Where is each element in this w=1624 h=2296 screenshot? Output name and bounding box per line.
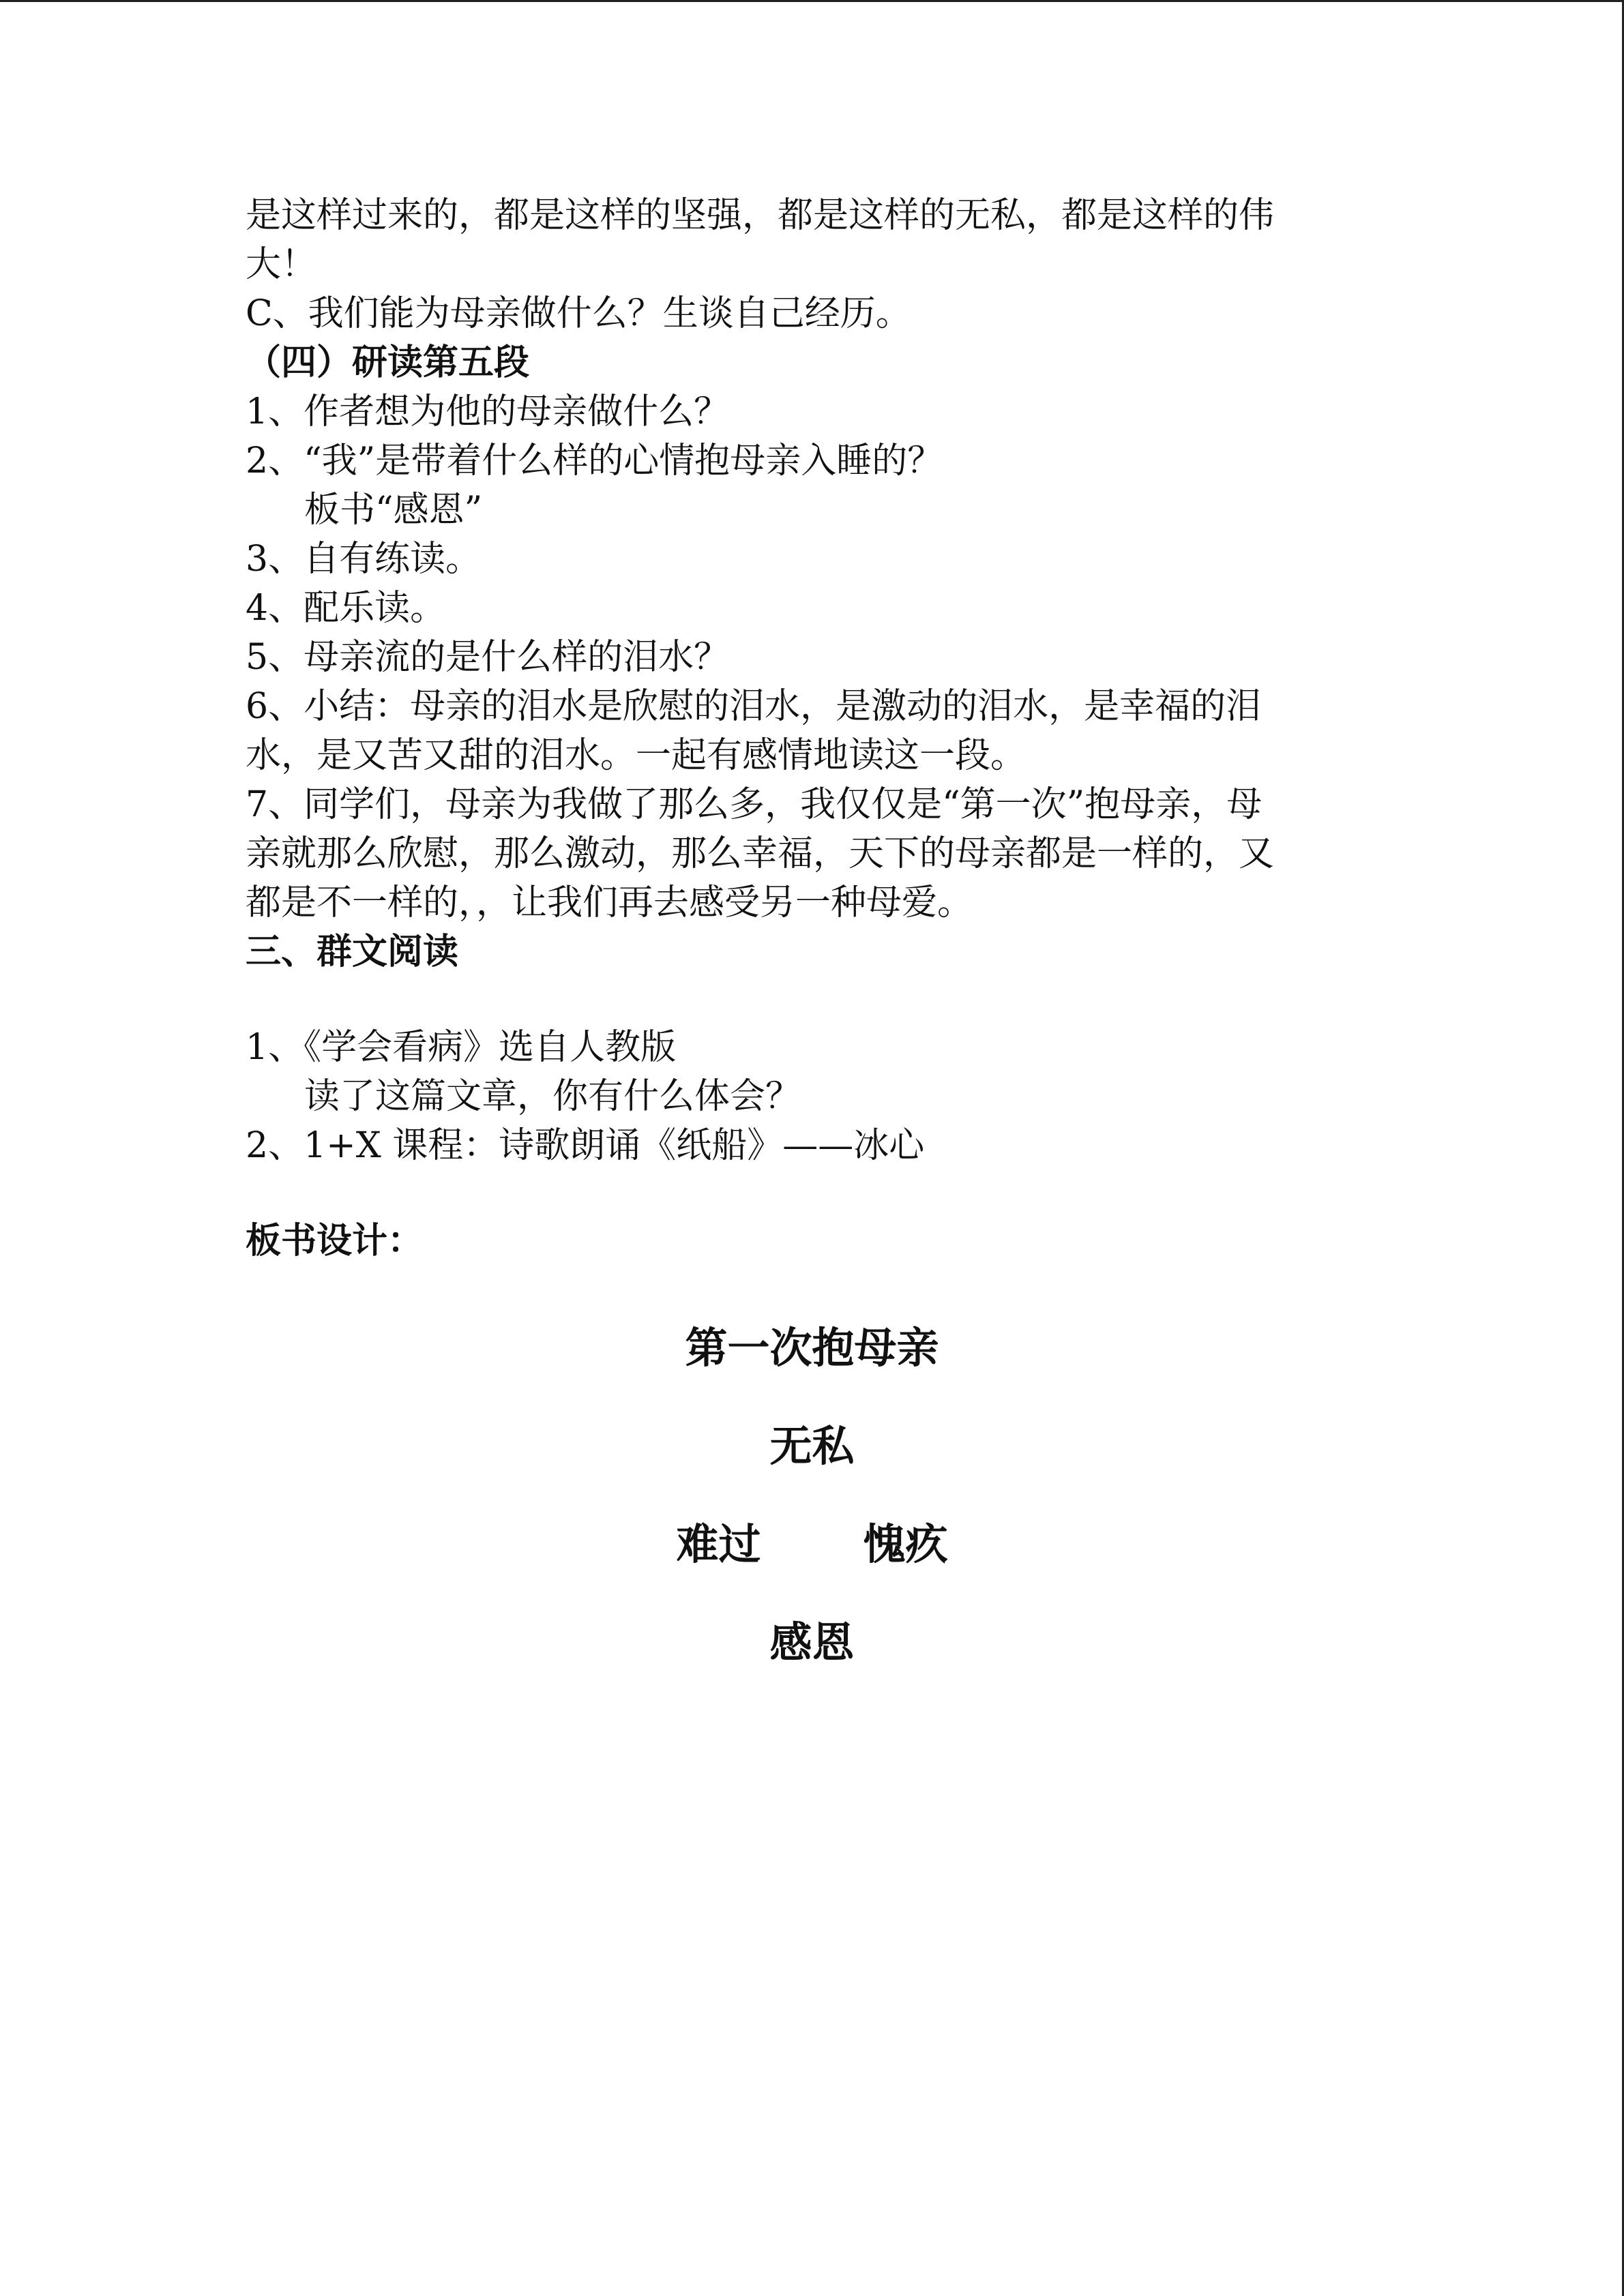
text-line: C、我们能为母亲做什么？生谈自己经历。 [246, 293, 911, 334]
text-line: 读了这篇文章，你有什么体会？ [304, 1076, 801, 1117]
blackboard-design [0, 1299, 1624, 1692]
text-line: 1、《学会看病》选自人教版 [246, 1027, 677, 1068]
text-line: 3、自有练读。 [246, 539, 482, 580]
text-line: 都是不一样的，，让我们再去感受另一种母爱。 [246, 882, 973, 923]
text-line: 5、母亲流的是什么样的泪水？ [246, 637, 730, 678]
board-word-pair [0, 1495, 1624, 1594]
text-line: 水，是又苦又甜的泪水。一起有感情地读这一段。 [246, 735, 1027, 776]
text-line: 1、作者想为他的母亲做什么？ [246, 391, 730, 432]
text-line: 亲就那么欣慰，那么激动，那么幸福，天下的母亲都是一样的，又 [246, 833, 1275, 874]
section-heading: 板书设计： [246, 1221, 424, 1262]
board-word: 愧疚 [863, 1519, 948, 1569]
board-word: 难过 [676, 1519, 761, 1569]
text-line: 2、“我”是带着什么样的心情抱母亲入睡的？ [246, 441, 943, 481]
board-title: 第一次抱母亲 [685, 1323, 939, 1373]
text-line: 7、同学们，母亲为我做了那么多，我仅仅是“第一次”抱母亲，母 [246, 784, 1263, 825]
blank-line [246, 1170, 1378, 1217]
document-body [246, 191, 1378, 1266]
section-heading: （四）研读第五段 [246, 342, 530, 383]
blank-line [246, 976, 1378, 1023]
text-line: 4、配乐读。 [246, 588, 446, 629]
text-line: 6、小结：母亲的泪水是欣慰的泪水，是激动的泪水，是幸福的泪 [246, 686, 1262, 727]
text-line: 是这样过来的，都是这样的坚强，都是这样的无私，都是这样的伟 [246, 195, 1275, 236]
board-word: 无私 [769, 1421, 855, 1471]
board-word: 感恩 [769, 1617, 855, 1667]
text-line: 大！ [246, 244, 317, 285]
text-line: 2、1+X 课程：诗歌朗诵《纸船》——冰心 [246, 1125, 925, 1166]
text-line: 板书“感恩” [304, 490, 483, 531]
section-heading: 三、群文阅读 [246, 931, 459, 972]
